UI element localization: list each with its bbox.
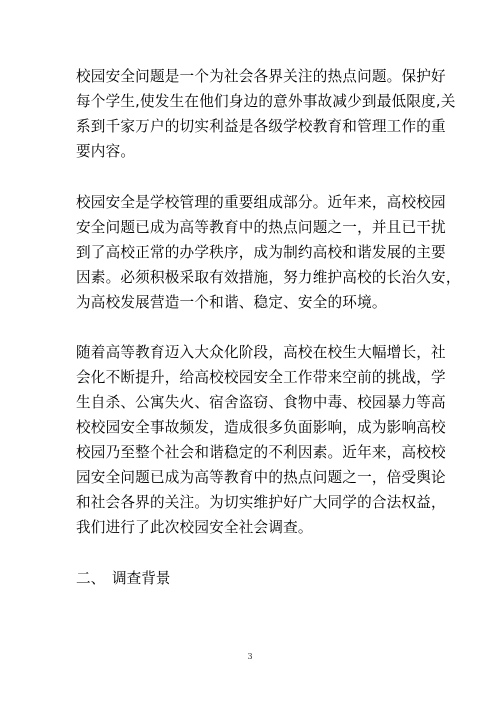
paragraph-line: 安全问题已成为高等教育中的热点问题之一，并且已干扰 <box>76 219 446 236</box>
section-title: 调查背景 <box>112 570 171 587</box>
paragraph-line: 园安全问题已成为高等教育中的热点问题之一，倍受舆论 <box>76 469 446 486</box>
paragraph-line: 我们进行了此次校园安全社会调查。 <box>76 519 313 536</box>
paragraph-1 <box>76 64 456 164</box>
paragraph-line: 生自杀、公寓失火、宿舍盗窃、食物中毒、校园暴力等高 <box>76 394 446 411</box>
paragraph-line: 为高校发展营造一个和谐、稳定、安全的环境。 <box>76 294 387 311</box>
paragraph-3 <box>76 340 446 540</box>
section-heading <box>76 566 432 591</box>
paragraph-line: 和社会各界的关注。为切实维护好广大同学的合法权益， <box>76 494 446 511</box>
paragraph-line: 校园乃至整个社会和谐稳定的不利因素。近年来，高校校 <box>76 444 446 461</box>
paragraph-line: 到了高校正常的办学秩序，成为制约高校和谐发展的主要 <box>76 244 446 261</box>
paragraph-line: 每个学生,使发生在他们身边的意外事故减少到最低限度,关 <box>76 93 456 110</box>
paragraph-line: 随着高等教育迈入大众化阶段，高校在校生大幅增长，社 <box>76 344 446 361</box>
paragraph-line: 校园安全问题是一个为社会各界关注的热点问题。保护好 <box>76 68 446 85</box>
paragraph-line: 要内容。 <box>76 143 136 160</box>
paragraph-line: 会化不断提升，给高校校园安全工作带来空前的挑战，学 <box>76 369 446 386</box>
paragraph-line: 校园安全是学校管理的重要组成部分。近年来，高校校园 <box>76 194 446 211</box>
document-page <box>76 64 461 591</box>
paragraph-line: 因素。必须积极采取有效措施，努力维护高校的长治久安， <box>76 269 461 286</box>
paragraph-line: 校校园安全事故频发，造成很多负面影响，成为影响高校 <box>76 419 446 436</box>
paragraph-line: 系到千家万户的切实利益是各级学校教育和管理工作的重 <box>76 118 446 135</box>
section-number: 二、 <box>76 570 106 587</box>
page-number: 3 <box>247 652 253 661</box>
paragraph-2 <box>76 190 461 315</box>
